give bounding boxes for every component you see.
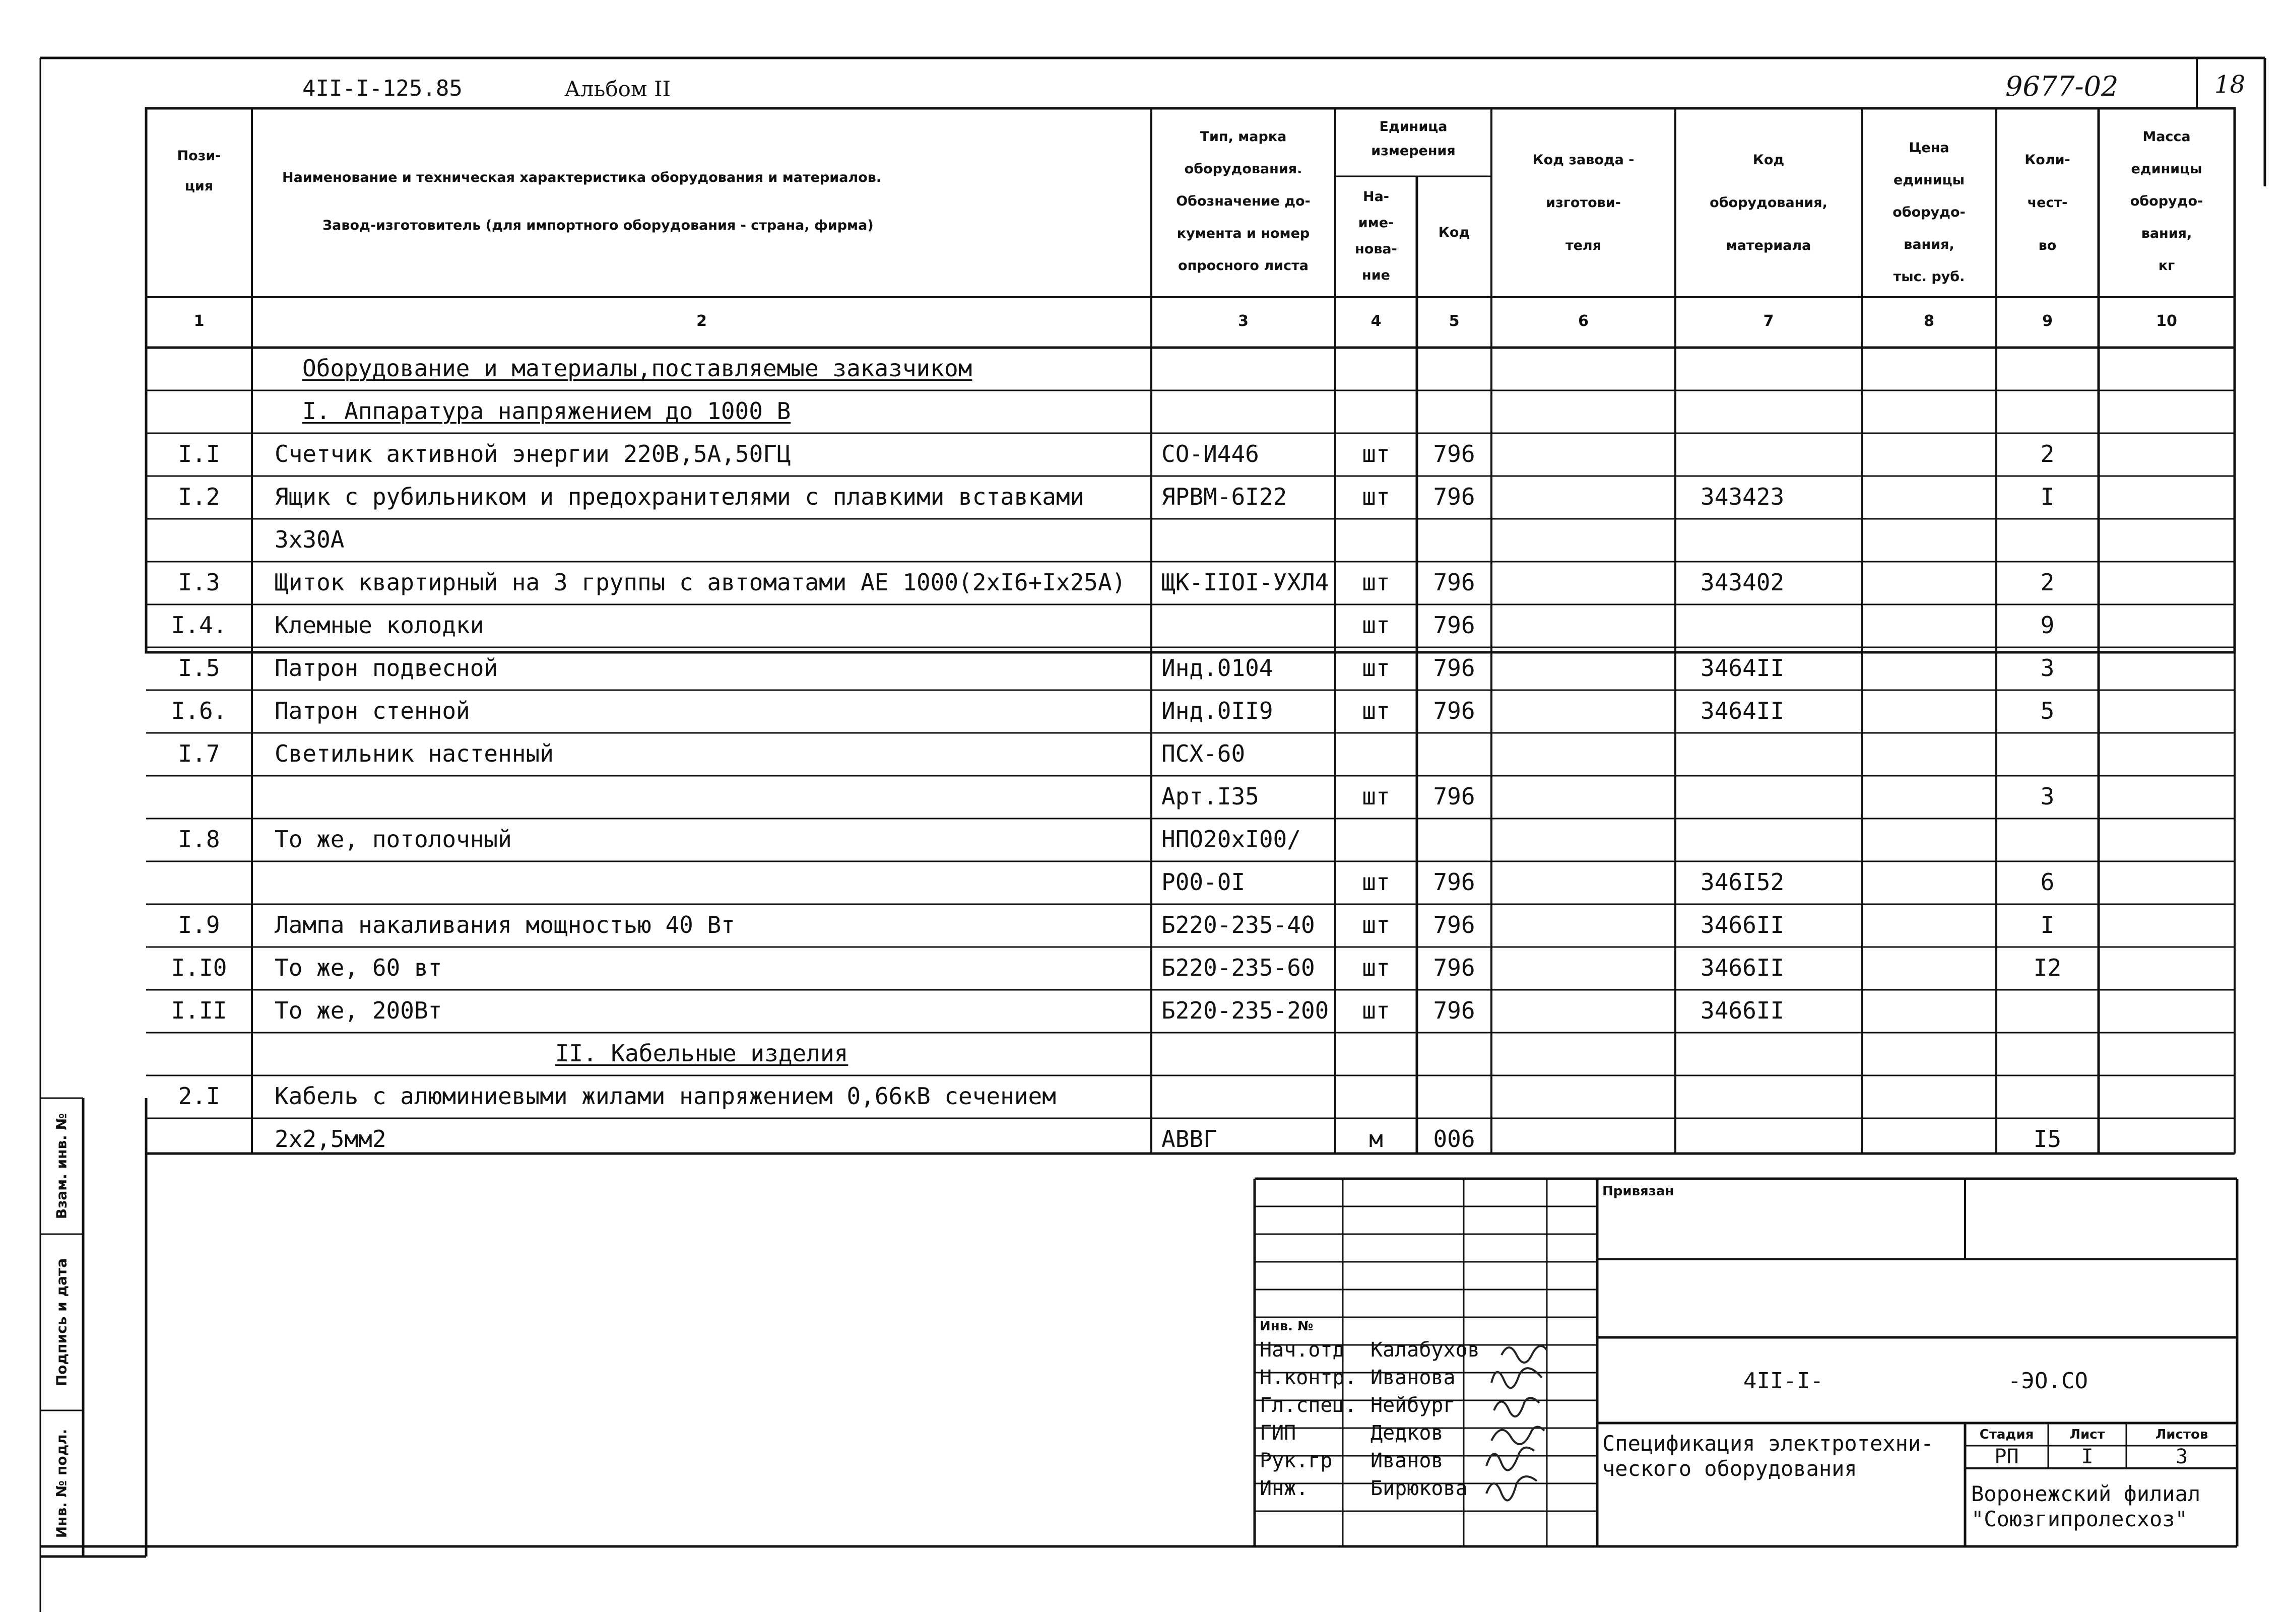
- document-title-line2: ческого оборудования: [1602, 1456, 1857, 1481]
- row-unit-code: 796: [1433, 612, 1475, 639]
- row-unit-code: 006: [1433, 1125, 1475, 1153]
- row-type-mark: Б220-235-200: [1161, 997, 1329, 1024]
- row-type-mark: Инд.0II9: [1161, 697, 1273, 724]
- row-unit-code: 796: [1433, 483, 1475, 510]
- row-type-mark: Арт.I35: [1161, 783, 1259, 810]
- unit-group-header: Единица измерения: [1371, 119, 1456, 159]
- signer-name: Нейбург: [1370, 1394, 1456, 1417]
- row-unit-name: шт: [1362, 569, 1390, 596]
- col-number-8: 8: [1924, 312, 1934, 330]
- row-material-code: 3466II: [1701, 997, 1785, 1024]
- col-7-header: Код оборудования, материала: [1710, 152, 1827, 253]
- archive-number: 9677-02: [2005, 71, 2119, 102]
- row-name: То же, потолочный: [275, 826, 512, 853]
- signer-role: ГИП: [1260, 1422, 1296, 1445]
- row-position: I.I: [178, 440, 220, 467]
- row-material-code: 3464II: [1701, 697, 1785, 724]
- row-material-code: 343402: [1701, 569, 1785, 596]
- row-name: Кабель с алюминиевыми жилами напряжением 0,66кВ сечением: [275, 1082, 1056, 1110]
- row-name: Щиток квартирный на 3 группы с автоматами АЕ 1000(2хI6+Iх25А): [275, 569, 1126, 596]
- document-code: 4II-I-125.85: [302, 76, 463, 101]
- signer-role: Рук.гр: [1260, 1449, 1333, 1472]
- row-unit-name: шт: [1362, 440, 1390, 467]
- row-name: 2х2,5мм2: [275, 1125, 386, 1153]
- row-position: I.3: [178, 569, 220, 596]
- row-material-code: 3464II: [1701, 654, 1785, 682]
- col-9-header: Коли- чест- во: [2025, 152, 2070, 253]
- row-unit-name: шт: [1362, 997, 1390, 1024]
- signer-role: Инж.: [1260, 1477, 1309, 1500]
- row-unit-name: шт: [1362, 783, 1390, 810]
- col-3-header: Тип, марка оборудования. Обозначение до- кумента и номер опросного листа: [1176, 129, 1311, 274]
- row-unit-code: 796: [1433, 440, 1475, 467]
- stage-value: РП: [1994, 1445, 2019, 1468]
- signature-4: [1491, 1427, 1544, 1445]
- document-code-right: -ЭО.СО: [2008, 1368, 2088, 1394]
- sheet-label: Лист: [2069, 1427, 2105, 1442]
- row-unit-code: 796: [1433, 697, 1475, 724]
- col-number-1: 1: [193, 312, 205, 330]
- col-number-4: 4: [1370, 312, 1382, 330]
- row-name: Светильник настенный: [275, 740, 554, 767]
- row-unit-code: 796: [1433, 654, 1475, 682]
- row-type-mark: СО-И446: [1161, 440, 1259, 467]
- row-type-mark: ЯРВМ-6I22: [1161, 483, 1287, 510]
- col-number-2: 2: [696, 312, 707, 330]
- row-position: 2.I: [178, 1082, 220, 1110]
- stamp-replace-inv: Взам. инв. №: [53, 1113, 70, 1220]
- signature-2: [1491, 1368, 1542, 1388]
- organization-line1: Воронежский филиал: [1971, 1481, 2201, 1506]
- row-material-code: 346I52: [1701, 868, 1785, 896]
- row-material-code: 3466II: [1701, 954, 1785, 981]
- signer-name: Дедков: [1370, 1422, 1444, 1445]
- row-name: Патрон стенной: [275, 697, 470, 724]
- row-position: I.8: [178, 826, 220, 853]
- col-5-header: Код: [1438, 225, 1470, 240]
- row-position: I.5: [178, 654, 220, 682]
- row-quantity: I: [2040, 911, 2055, 938]
- section-heading: I. Аппаратура напряжением до 1000 В: [302, 397, 791, 425]
- row-unit-name: шт: [1362, 654, 1390, 682]
- row-type-mark: Б220-235-40: [1161, 911, 1315, 938]
- row-type-mark: ЩК-IIOI-УХЛ4: [1161, 569, 1329, 596]
- col-4-header: На- име- нова- ние: [1355, 189, 1397, 283]
- signer-name: Иванов: [1370, 1449, 1444, 1472]
- stamp-inv-original: Инв. № подл.: [53, 1429, 70, 1538]
- col-2-header: Наименование и техническая характеристика оборудования и материалов. Завод-изготовитель (для импортного оборудования - страна, фирма): [282, 170, 882, 233]
- row-position: I.I0: [171, 954, 227, 981]
- row-position: I.6.: [171, 697, 227, 724]
- row-unit-code: 796: [1433, 954, 1475, 981]
- row-unit-name: шт: [1362, 868, 1390, 896]
- row-name: То же, 200Вт: [275, 997, 442, 1024]
- row-quantity: 2: [2040, 569, 2055, 596]
- row-type-mark: ПСХ-60: [1161, 740, 1246, 767]
- row-quantity: I5: [2033, 1125, 2062, 1153]
- row-quantity: 6: [2040, 868, 2055, 896]
- row-name: Клемные колодки: [275, 612, 484, 639]
- inv-number-label: Инв. №: [1260, 1319, 1314, 1334]
- album-label: Альбом II: [564, 77, 671, 101]
- row-position: I.9: [178, 911, 220, 938]
- row-name: Лампа накаливания мощностью 40 Вт: [275, 911, 735, 938]
- row-unit-name: шт: [1362, 483, 1390, 510]
- row-name: Счетчик активной энергии 220В,5А,50ГЦ: [275, 440, 791, 467]
- sheets-label: Листов: [2155, 1427, 2208, 1442]
- row-material-code: 3466II: [1701, 911, 1785, 938]
- row-quantity: 2: [2040, 440, 2055, 467]
- col-number-9: 9: [2042, 312, 2053, 330]
- section-heading: II. Кабельные изделия: [555, 1040, 848, 1067]
- row-type-mark: Р00-0I: [1161, 868, 1246, 896]
- row-unit-name: шт: [1362, 697, 1390, 724]
- sheet-page-number: 18: [2214, 71, 2246, 99]
- document-title-line1: Спецификация электротехни-: [1602, 1431, 1934, 1456]
- row-unit-name: шт: [1362, 911, 1390, 938]
- section-heading: Оборудование и материалы,поставляемые заказчиком: [302, 355, 972, 382]
- signer-role: Нач.отд: [1260, 1338, 1345, 1362]
- row-quantity: I2: [2033, 954, 2062, 981]
- sheets-value: 3: [2175, 1445, 2188, 1468]
- signer-name: Иванова: [1370, 1366, 1456, 1389]
- row-unit-code: 796: [1433, 783, 1475, 810]
- row-type-mark: НПО20хI00/: [1161, 826, 1301, 853]
- col-number-3: 3: [1238, 312, 1249, 330]
- bound-label: Привязан: [1602, 1184, 1674, 1199]
- row-unit-code: 796: [1433, 868, 1475, 896]
- signature-1: [1501, 1346, 1547, 1363]
- row-unit-name: шт: [1362, 612, 1390, 639]
- signer-role: Н.контр.: [1260, 1366, 1357, 1389]
- row-name: Ящик с рубильником и предохранителями с плавкими вставками: [275, 483, 1084, 510]
- col-1-header: Пози- ция: [177, 148, 221, 194]
- row-type-mark: АВВГ: [1161, 1125, 1217, 1153]
- signer-role: Гл.спец.: [1260, 1394, 1357, 1417]
- row-unit-code: 796: [1433, 997, 1475, 1024]
- row-position: I.7: [178, 740, 220, 767]
- row-quantity: 5: [2040, 697, 2055, 724]
- row-position: I.II: [171, 997, 227, 1024]
- row-quantity: 9: [2040, 612, 2055, 639]
- sheet-value: I: [2081, 1445, 2094, 1468]
- row-type-mark: Б220-235-60: [1161, 954, 1315, 981]
- row-unit-name: шт: [1362, 954, 1390, 981]
- row-quantity: I: [2040, 483, 2055, 510]
- signature-5: [1486, 1448, 1534, 1470]
- row-unit-code: 796: [1433, 911, 1475, 938]
- row-position: I.2: [178, 483, 220, 510]
- col-number-5: 5: [1449, 312, 1460, 330]
- signer-name: Калабухов: [1370, 1338, 1480, 1362]
- col-number-10: 10: [2156, 312, 2177, 330]
- col-6-header: Код завода - изготови- теля: [1532, 152, 1635, 253]
- row-position: I.4.: [171, 612, 227, 639]
- stamp-signature-date: Подпись и дата: [53, 1258, 70, 1387]
- col-8-header: Цена единицы оборудо- вания, тыс. руб.: [1892, 140, 1966, 285]
- col-number-7: 7: [1763, 312, 1774, 330]
- row-name: То же, 60 вт: [275, 954, 442, 981]
- row-material-code: 343423: [1701, 483, 1785, 510]
- signer-name: Бирюкова: [1370, 1477, 1468, 1500]
- row-unit-code: 796: [1433, 569, 1475, 596]
- signature-6: [1486, 1476, 1537, 1501]
- col-number-6: 6: [1578, 312, 1589, 330]
- row-quantity: 3: [2040, 654, 2055, 682]
- row-name: Патрон подвесной: [275, 654, 498, 682]
- organization-line2: "Союзгипролесхоз": [1971, 1507, 2188, 1531]
- row-type-mark: Инд.0104: [1161, 654, 1273, 682]
- row-quantity: 3: [2040, 783, 2055, 810]
- row-unit-name: м: [1369, 1125, 1383, 1153]
- stage-label: Стадия: [1979, 1427, 2034, 1442]
- col-10-header: Масса единицы оборудо- вания, кг: [2130, 129, 2203, 274]
- document-code-left: 4II-I-: [1743, 1368, 1823, 1394]
- row-name: 3х30А: [275, 526, 345, 553]
